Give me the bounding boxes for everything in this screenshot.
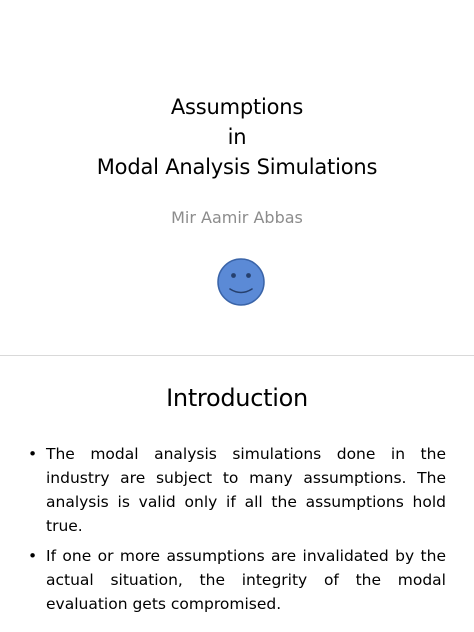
bullet-icon: • [28,547,38,565]
title-line-1: Assumptions [170,95,304,119]
bullet-list [26,442,446,622]
bullet-item [26,544,446,616]
smiley-face-icon [217,258,265,306]
bullet-item [26,442,446,538]
title-line-2: in [227,125,247,149]
title-line-3: Modal Analysis Simulations [96,155,378,179]
introduction-slide [0,356,474,632]
presentation-title [0,92,474,182]
author-name: Mir Aamir Abbas [171,208,303,227]
bullet-icon: • [28,445,38,463]
bullet-text: The modal analysis simulations done in the industry are subject to many assumptions. The analysis is valid only if all the assumptions hold true. [46,445,446,535]
bullet-text: If one or more assumptions are invalidated by the actual situation, the integrity of the modal evaluation gets compromised. [46,547,446,613]
slide-heading: Introduction [166,384,308,412]
